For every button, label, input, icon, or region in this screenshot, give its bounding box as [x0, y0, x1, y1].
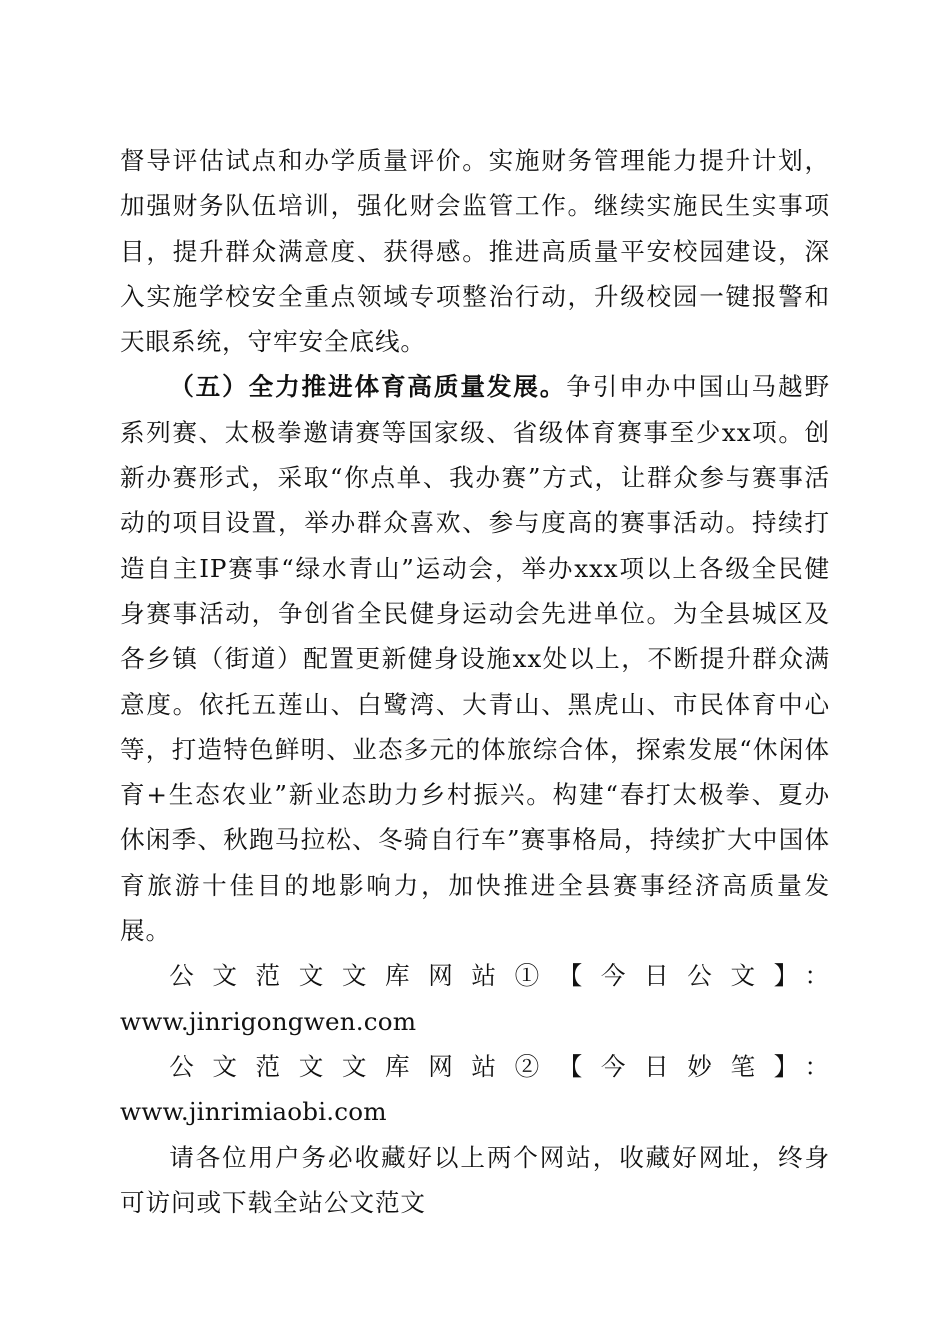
- site-1-url: www.jinrigongwen.com: [120, 1006, 417, 1036]
- site-2-label: 公文范文文库网站②【今日妙笔】：: [169, 1051, 830, 1081]
- section-5-heading: （五）全力推进体育高质量发展。: [169, 372, 567, 402]
- footer-site-1: [120, 953, 830, 1044]
- section-5-body: 争引申办中国山马越野系列赛、太极拳邀请赛等国家级、省级体育赛事至少xx项。创新办赛形式，采取“你点单、我办赛”方式，让群众参与赛事活动的项目设置，举办群众喜欢、参与度高的赛事活动。持续打造自主IP赛事“绿水青山”运动会，举办xxx项以上各级全民健身赛事活动，争创省全民健身运动会先进单位。为全县城区及各乡镇（街道）配置更新健身设施xx处以上，不断提升群众满意度。依托五莲山、白鹭湾、大青山、黑虎山、市民体育中心等，打造特色鲜明、业态多元的体旅综合体，探索发展“休闲体育+生态农业”新业态助力乡村振兴。构建“春打太极拳、夏办休闲季、秋跑马拉松、冬骑自行车”赛事格局，持续扩大中国体育旅游十佳目的地影响力，加快推进全县赛事经济高质量发展。: [120, 372, 830, 946]
- section-5-paragraph: [120, 364, 830, 953]
- footer-site-2: [120, 1044, 830, 1135]
- site-2-url: www.jinrimiaobi.com: [120, 1097, 387, 1127]
- paragraph-continuation: [120, 138, 830, 364]
- notice-text: 请各位用户务必收藏好以上两个网站，收藏好网址，终身可访问或下载全站公文范文: [120, 1142, 830, 1217]
- document-body: [120, 138, 830, 1225]
- site-1-label: 公文范文文库网站①【今日公文】：: [169, 961, 830, 991]
- footer-notice: [120, 1135, 830, 1226]
- paragraph-1-text: 督导评估试点和办学质量评价。实施财务管理能力提升计划，加强财务队伍培训，强化财会监管工作。继续实施民生实事项目，提升群众满意度、获得感。推进高质量平安校园建设，深入实施学校安全重点领域专项整治行动，升级校园一键报警和天眼系统，守牢安全底线。: [120, 146, 830, 357]
